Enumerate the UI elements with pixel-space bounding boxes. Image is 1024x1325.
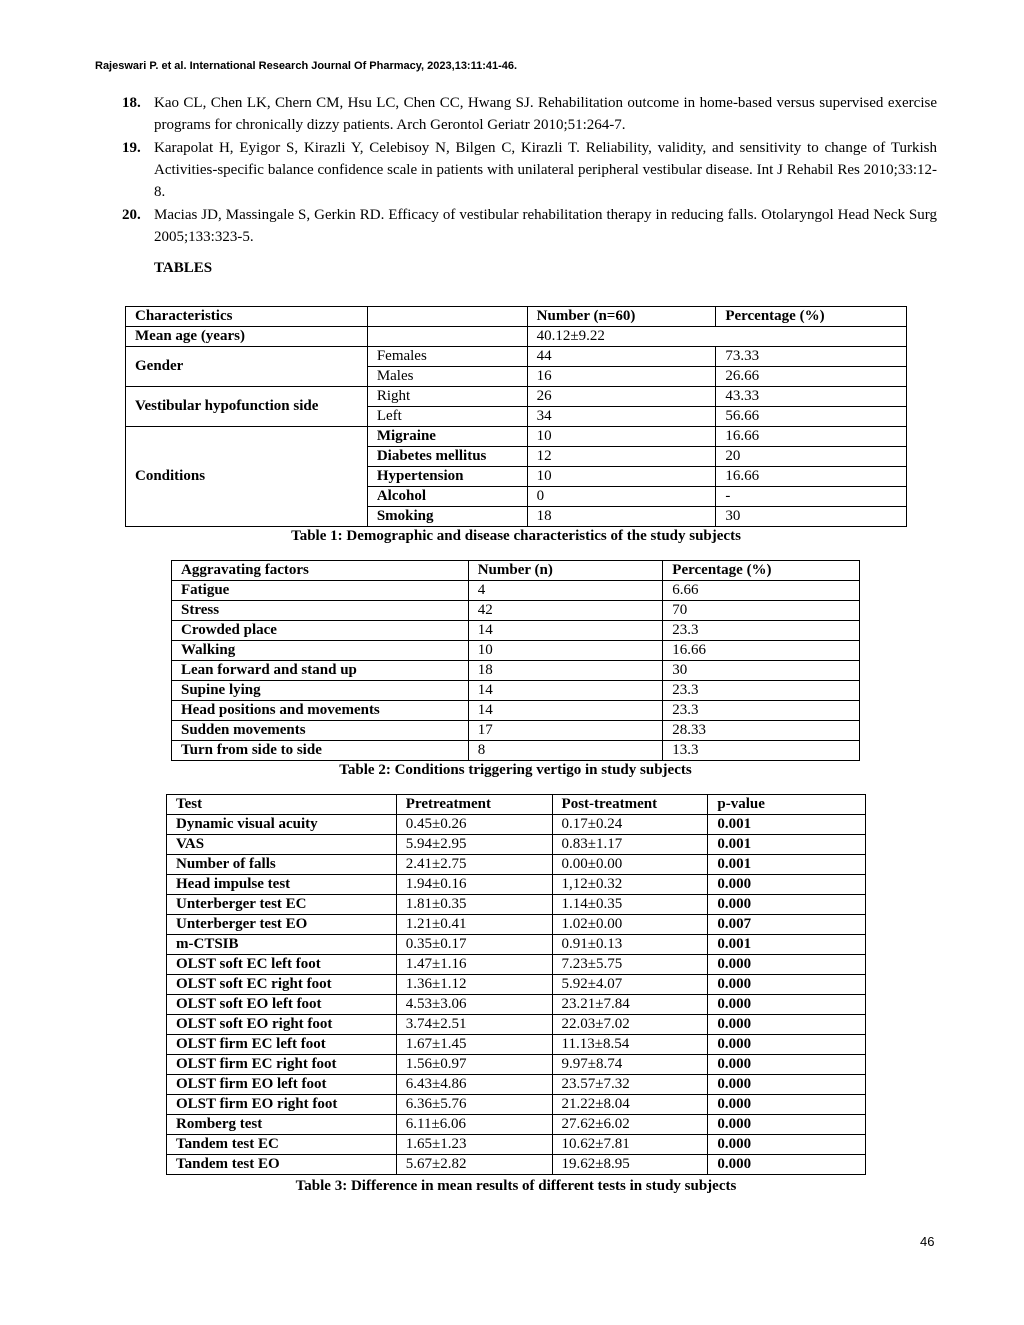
- cell-value: 3.74±2.51: [396, 1015, 552, 1035]
- cell-value: 1.67±1.45: [396, 1035, 552, 1055]
- table-row: [167, 1115, 866, 1135]
- cell-value: 6.43±4.86: [396, 1075, 552, 1095]
- cell-value: 1,12±0.32: [552, 875, 708, 895]
- table-row: [167, 835, 866, 855]
- row-label: Stress: [172, 601, 469, 621]
- cell-value: 23.21±7.84: [552, 995, 708, 1015]
- cell-value: 4: [468, 581, 663, 601]
- reference-text: Kao CL, Chen LK, Chern CM, Hsu LC, Chen CC, Hwang SJ. Rehabilitation outcome in home-based versus supervised exercise programs for chronically dizzy patients. Arch Gerontol Geriatr 2010;51:264-7.: [154, 95, 937, 133]
- running-header: Rajeswari P. et al. International Research Journal Of Pharmacy, 2023,13:11:41-46.: [95, 60, 518, 72]
- cell-value: 5.67±2.82: [396, 1155, 552, 1175]
- reference-item: [122, 137, 937, 203]
- row-label: OLST soft EO right foot: [167, 1015, 397, 1035]
- cell-value: 27.62±6.02: [552, 1115, 708, 1135]
- table-row: [167, 975, 866, 995]
- header-cell: Post-treatment: [552, 795, 708, 815]
- reference-item: [122, 204, 937, 248]
- row-label: Unterberger test EO: [167, 915, 397, 935]
- row-label: Supine lying: [172, 681, 469, 701]
- cell-percentage: 26.66: [716, 367, 907, 387]
- table-row: [172, 721, 860, 741]
- table2-caption: Table 2: Conditions triggering vertigo in study subjects: [339, 762, 692, 778]
- cell-value: 7.23±5.75: [552, 955, 708, 975]
- reference-number: 19.: [122, 140, 141, 156]
- section-title: TABLES: [154, 260, 213, 276]
- header-cell: Test: [167, 795, 397, 815]
- empty-cell: [367, 327, 527, 347]
- p-value-cell: 0.000: [708, 1035, 866, 1055]
- cell-value: 9.97±8.74: [552, 1055, 708, 1075]
- sub-label: Males: [367, 367, 527, 387]
- group-label: Conditions: [126, 427, 368, 527]
- reference-list: [122, 92, 937, 249]
- cell-value: 1.21±0.41: [396, 915, 552, 935]
- table-row: [167, 1015, 866, 1035]
- table-row: [172, 741, 860, 761]
- row-label: VAS: [167, 835, 397, 855]
- cell-value: 6.36±5.76: [396, 1095, 552, 1115]
- group-label: Gender: [126, 347, 368, 387]
- table-row: [172, 661, 860, 681]
- p-value-cell: 0.000: [708, 895, 866, 915]
- cell-percentage: 73.33: [716, 347, 907, 367]
- table-row: [126, 347, 907, 367]
- table-row: [167, 1075, 866, 1095]
- cell-value: 1.36±1.12: [396, 975, 552, 995]
- p-value-cell: 0.000: [708, 1015, 866, 1035]
- sub-label: Diabetes mellitus: [367, 447, 527, 467]
- row-label: Lean forward and stand up: [172, 661, 469, 681]
- table-row: [126, 327, 907, 347]
- cell-value: 4.53±3.06: [396, 995, 552, 1015]
- row-label: Fatigue: [172, 581, 469, 601]
- row-label: Romberg test: [167, 1115, 397, 1135]
- p-value-cell: 0.001: [708, 815, 866, 835]
- table-aggravating-factors: [171, 560, 860, 761]
- cell-value: 21.22±8.04: [552, 1095, 708, 1115]
- header-cell: [367, 307, 527, 327]
- cell-value: 10: [468, 641, 663, 661]
- cell-value: 10.62±7.81: [552, 1135, 708, 1155]
- table-test-results: [166, 794, 866, 1175]
- p-value-cell: 0.000: [708, 875, 866, 895]
- table3-caption: Table 3: Difference in mean results of different tests in study subjects: [295, 1178, 737, 1194]
- cell-value: 42: [468, 601, 663, 621]
- cell-value: 16.66: [663, 641, 860, 661]
- cell-value: 30: [663, 661, 860, 681]
- cell-value: 1.65±1.23: [396, 1135, 552, 1155]
- row-label: Tandem test EC: [167, 1135, 397, 1155]
- p-value-cell: 0.000: [708, 1115, 866, 1135]
- cell-number: 44: [527, 347, 716, 367]
- cell-value: 6.11±6.06: [396, 1115, 552, 1135]
- cell-value: 0.91±0.13: [552, 935, 708, 955]
- table-row: [167, 1035, 866, 1055]
- row-label: Dynamic visual acuity: [167, 815, 397, 835]
- cell-value: 5.92±4.07: [552, 975, 708, 995]
- cell-value: 1.81±0.35: [396, 895, 552, 915]
- table-row: [172, 581, 860, 601]
- table-header-row: [172, 561, 860, 581]
- table-header-row: [167, 795, 866, 815]
- header-cell: Percentage (%): [716, 307, 907, 327]
- cell-value: 23.57±7.32: [552, 1075, 708, 1095]
- p-value-cell: 0.000: [708, 1075, 866, 1095]
- sub-label: Smoking: [367, 507, 527, 527]
- p-value-cell: 0.000: [708, 1155, 866, 1175]
- table-row: [167, 815, 866, 835]
- cell-percentage: -: [716, 487, 907, 507]
- cell-value: 70: [663, 601, 860, 621]
- cell-value: 14: [468, 621, 663, 641]
- row-label: Head positions and movements: [172, 701, 469, 721]
- table-row: [167, 1155, 866, 1175]
- row-label: OLST firm EC left foot: [167, 1035, 397, 1055]
- cell-value: 8: [468, 741, 663, 761]
- cell-value: 1.47±1.16: [396, 955, 552, 975]
- p-value-cell: 0.000: [708, 1135, 866, 1155]
- cell-value: 14: [468, 701, 663, 721]
- page-number: 46: [920, 1234, 935, 1249]
- cell-value: 11.13±8.54: [552, 1035, 708, 1055]
- cell-value: 0.83±1.17: [552, 835, 708, 855]
- p-value-cell: 0.001: [708, 835, 866, 855]
- p-value-cell: 0.000: [708, 975, 866, 995]
- header-cell: Aggravating factors: [172, 561, 469, 581]
- p-value-cell: 0.000: [708, 955, 866, 975]
- sub-label: Hypertension: [367, 467, 527, 487]
- cell-value: 40.12±9.22: [527, 327, 906, 347]
- row-label: OLST firm EO left foot: [167, 1075, 397, 1095]
- row-label: Sudden movements: [172, 721, 469, 741]
- table-row: [167, 995, 866, 1015]
- p-value-cell: 0.000: [708, 995, 866, 1015]
- sub-label: Alcohol: [367, 487, 527, 507]
- row-label: Unterberger test EC: [167, 895, 397, 915]
- p-value-cell: 0.000: [708, 1095, 866, 1115]
- header-cell: Percentage (%): [663, 561, 860, 581]
- cell-value: 23.3: [663, 681, 860, 701]
- table1-caption: Table 1: Demographic and disease characteristics of the study subjects: [291, 528, 741, 544]
- row-label: Mean age (years): [126, 327, 368, 347]
- cell-number: 0: [527, 487, 716, 507]
- row-label: Walking: [172, 641, 469, 661]
- reference-text: Macias JD, Massingale S, Gerkin RD. Efficacy of vestibular rehabilitation therapy in reducing falls. Otolaryngol Head Neck Surg 2005;133:323-5.: [154, 207, 937, 245]
- table-row: [167, 895, 866, 915]
- cell-value: 23.3: [663, 621, 860, 641]
- row-label: m-CTSIB: [167, 935, 397, 955]
- cell-value: 28.33: [663, 721, 860, 741]
- row-label: OLST soft EC left foot: [167, 955, 397, 975]
- row-label: OLST firm EC right foot: [167, 1055, 397, 1075]
- sub-label: Migraine: [367, 427, 527, 447]
- cell-number: 18: [527, 507, 716, 527]
- cell-value: 1.02±0.00: [552, 915, 708, 935]
- cell-value: 0.35±0.17: [396, 935, 552, 955]
- cell-value: 19.62±8.95: [552, 1155, 708, 1175]
- cell-value: 0.45±0.26: [396, 815, 552, 835]
- table-row: [167, 935, 866, 955]
- p-value-cell: 0.007: [708, 915, 866, 935]
- cell-value: 1.56±0.97: [396, 1055, 552, 1075]
- table-row: [167, 855, 866, 875]
- reference-text: Karapolat H, Eyigor S, Kirazli Y, Celebisoy N, Bilgen C, Kirazli T. Reliability, validity, and sensitivity to change of Turkish Activities-specific balance confidence scale in patients with unilateral peripheral vestibular disease. Int J Rehabil Res 2010;33:12-8.: [154, 140, 937, 200]
- cell-value: 14: [468, 681, 663, 701]
- cell-value: 0.00±0.00: [552, 855, 708, 875]
- cell-number: 26: [527, 387, 716, 407]
- header-cell: p-value: [708, 795, 866, 815]
- reference-item: [122, 92, 937, 136]
- table-row: [172, 641, 860, 661]
- cell-value: 0.17±0.24: [552, 815, 708, 835]
- cell-percentage: 16.66: [716, 427, 907, 447]
- cell-value: 17: [468, 721, 663, 741]
- cell-number: 10: [527, 427, 716, 447]
- reference-number: 18.: [122, 95, 141, 111]
- table-row: [126, 427, 907, 447]
- cell-percentage: 16.66: [716, 467, 907, 487]
- table-demographics: [125, 306, 907, 527]
- cell-value: 1.94±0.16: [396, 875, 552, 895]
- cell-value: 6.66: [663, 581, 860, 601]
- table-row: [167, 1055, 866, 1075]
- table-header-row: [126, 307, 907, 327]
- cell-value: 13.3: [663, 741, 860, 761]
- p-value-cell: 0.000: [708, 1055, 866, 1075]
- table-row: [167, 915, 866, 935]
- cell-value: 22.03±7.02: [552, 1015, 708, 1035]
- cell-percentage: 43.33: [716, 387, 907, 407]
- row-label: Number of falls: [167, 855, 397, 875]
- cell-percentage: 30: [716, 507, 907, 527]
- row-label: Crowded place: [172, 621, 469, 641]
- cell-number: 12: [527, 447, 716, 467]
- row-label: Turn from side to side: [172, 741, 469, 761]
- row-label: OLST soft EO left foot: [167, 995, 397, 1015]
- p-value-cell: 0.001: [708, 855, 866, 875]
- cell-number: 34: [527, 407, 716, 427]
- reference-number: 20.: [122, 207, 141, 223]
- cell-value: 5.94±2.95: [396, 835, 552, 855]
- table-row: [126, 387, 907, 407]
- header-cell: Number (n): [468, 561, 663, 581]
- cell-value: 2.41±2.75: [396, 855, 552, 875]
- p-value-cell: 0.001: [708, 935, 866, 955]
- cell-value: 18: [468, 661, 663, 681]
- sub-label: Right: [367, 387, 527, 407]
- table-row: [172, 681, 860, 701]
- table-row: [167, 875, 866, 895]
- table-row: [167, 955, 866, 975]
- cell-number: 16: [527, 367, 716, 387]
- row-label: Tandem test EO: [167, 1155, 397, 1175]
- row-label: OLST firm EO right foot: [167, 1095, 397, 1115]
- table-row: [167, 1135, 866, 1155]
- sub-label: Females: [367, 347, 527, 367]
- table-row: [172, 621, 860, 641]
- header-cell: Number (n=60): [527, 307, 716, 327]
- header-cell: Pretreatment: [396, 795, 552, 815]
- table-row: [172, 601, 860, 621]
- sub-label: Left: [367, 407, 527, 427]
- table-row: [172, 701, 860, 721]
- group-label: Vestibular hypofunction side: [126, 387, 368, 427]
- cell-value: 1.14±0.35: [552, 895, 708, 915]
- table-row: [167, 1095, 866, 1115]
- header-cell: Characteristics: [126, 307, 368, 327]
- cell-number: 10: [527, 467, 716, 487]
- cell-percentage: 56.66: [716, 407, 907, 427]
- row-label: Head impulse test: [167, 875, 397, 895]
- row-label: OLST soft EC right foot: [167, 975, 397, 995]
- cell-percentage: 20: [716, 447, 907, 467]
- cell-value: 23.3: [663, 701, 860, 721]
